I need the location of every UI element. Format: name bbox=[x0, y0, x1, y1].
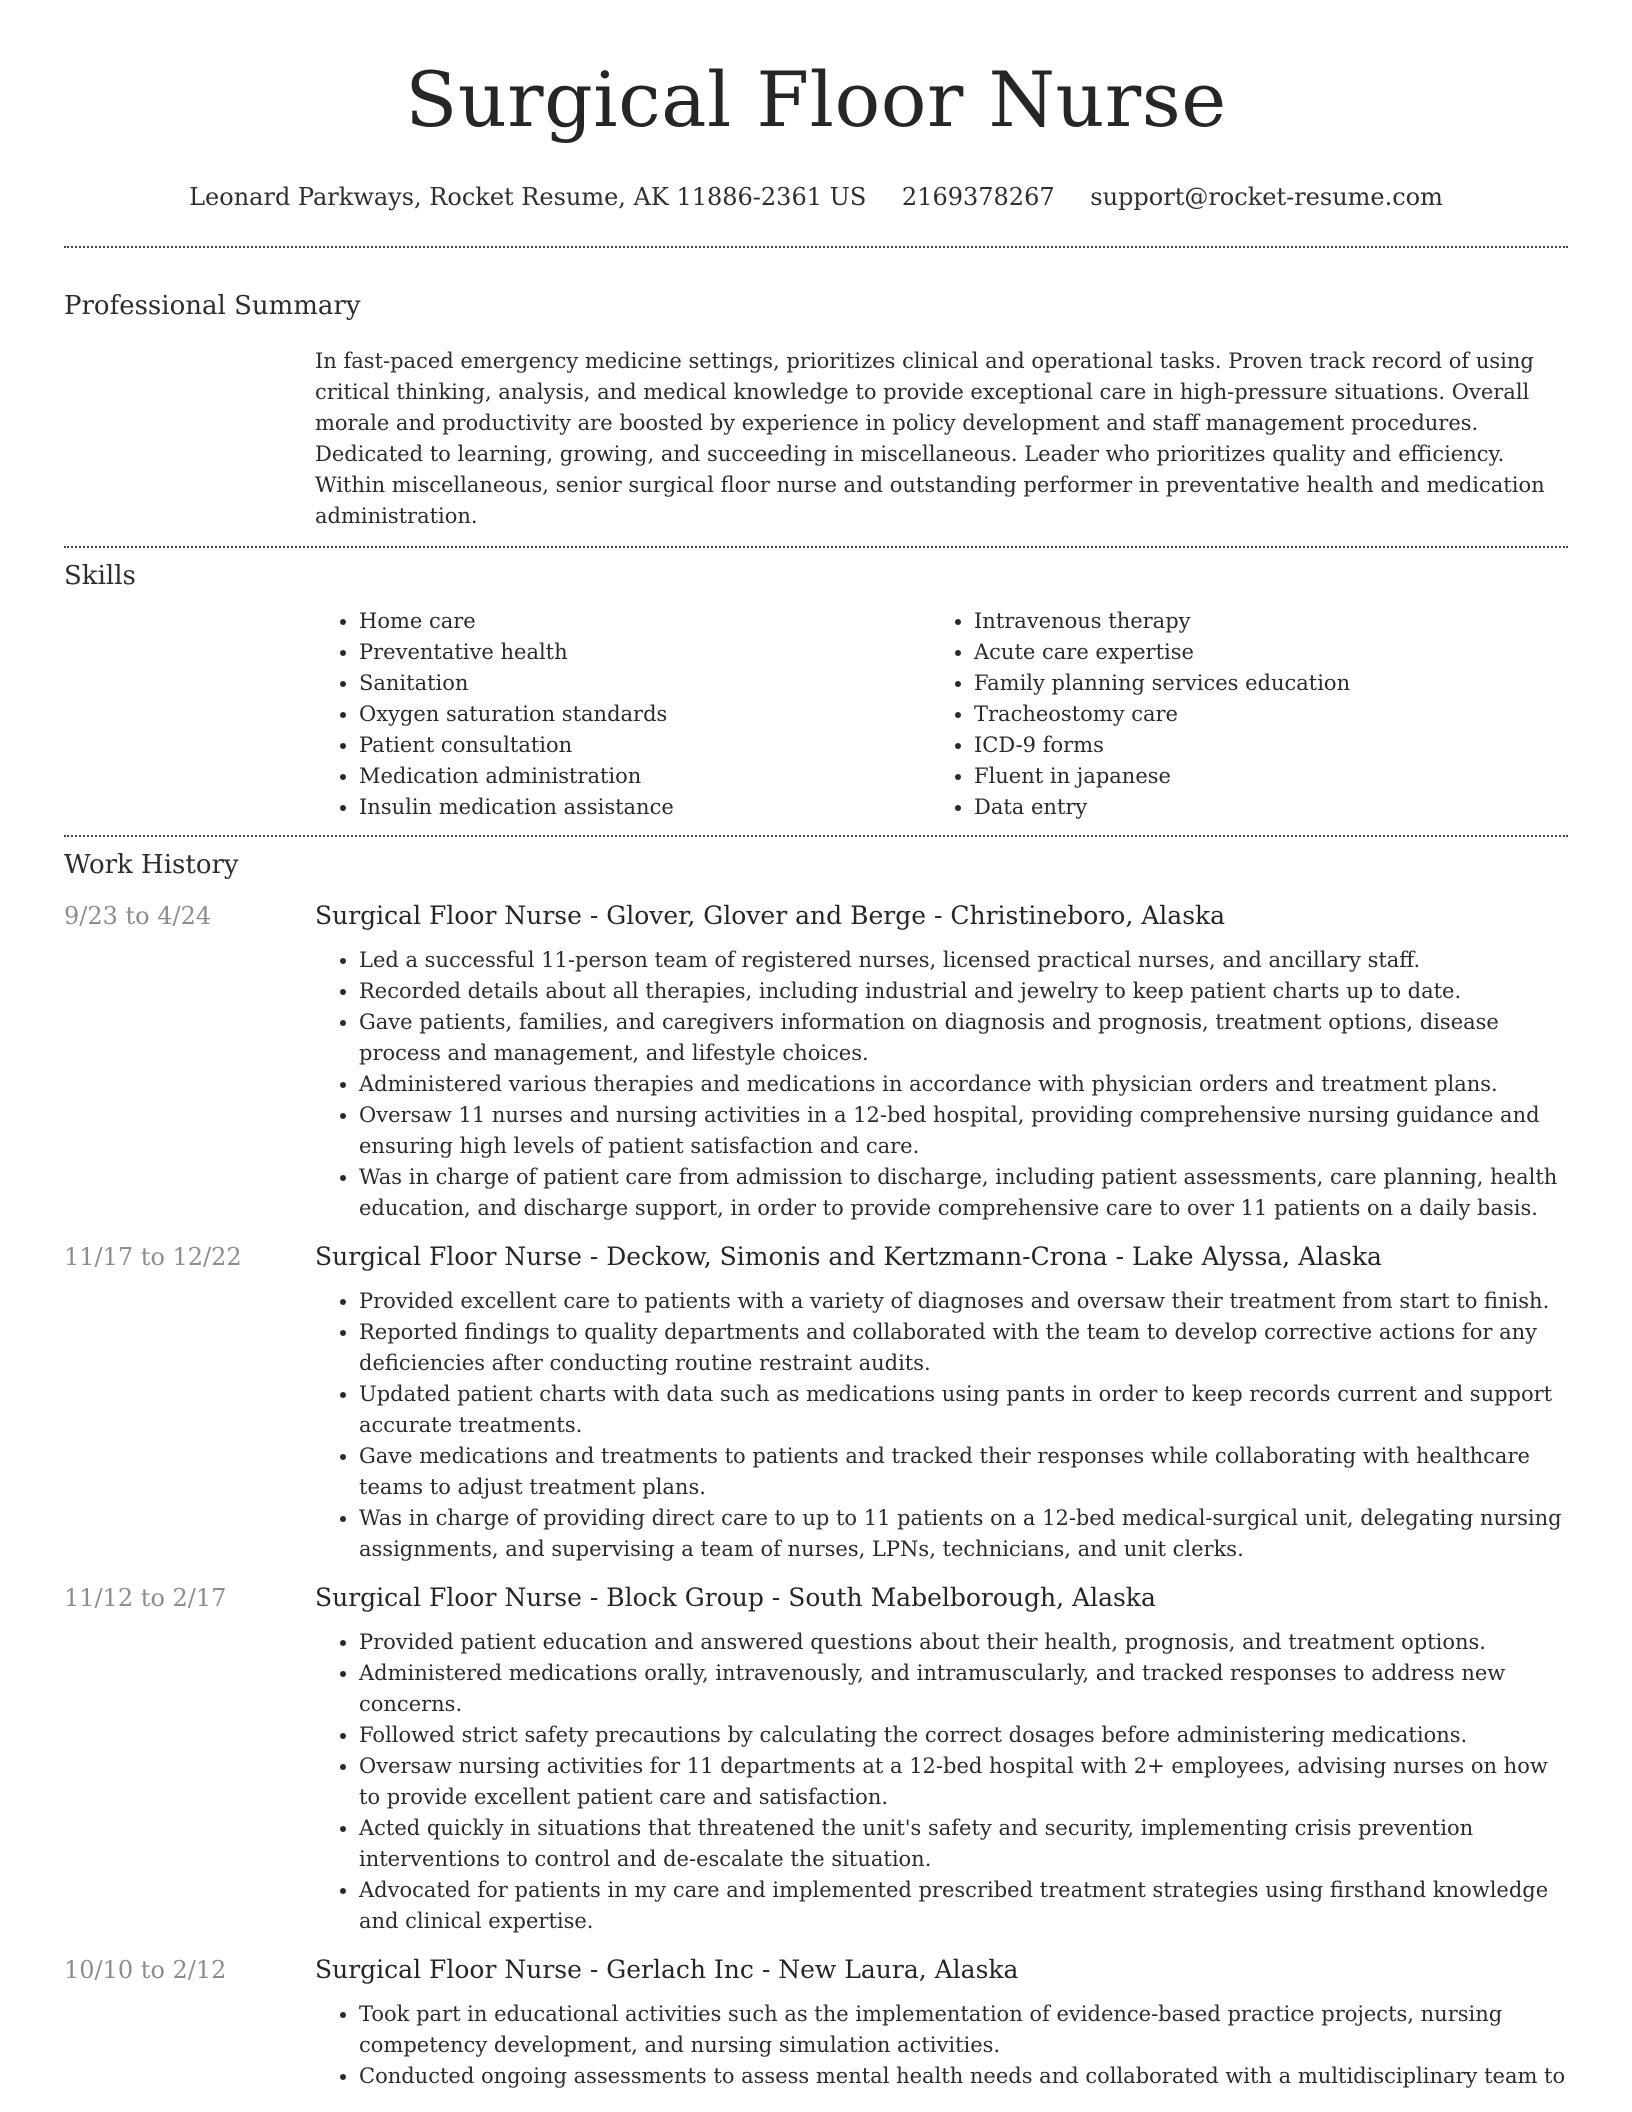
skills-grid bbox=[315, 606, 1568, 835]
job-entry bbox=[64, 1242, 1568, 1565]
job-dates: 11/12 to 2/17 bbox=[64, 1584, 227, 1612]
job-body bbox=[315, 1583, 1568, 1937]
job-dates: 10/10 to 2/12 bbox=[64, 1956, 227, 1984]
job-heading: Surgical Floor Nurse - Deckow, Simonis and Kertzmann-Crona - Lake Alyssa, Alaska bbox=[315, 1242, 1382, 1271]
skill-item: • Insulin medication assistance bbox=[359, 792, 930, 823]
contact-address: Leonard Parkways, Rocket Resume, AK 11886-2361 US bbox=[189, 183, 867, 211]
contact-email: support@rocket-resume.com bbox=[1090, 183, 1443, 211]
job-bullet: • Followed strict safety precautions by calculating the correct dosages before administering medications. bbox=[359, 1720, 1568, 1751]
job-bullet: • Conducted ongoing assessments to assess mental health needs and collaborated with a multidisciplinary team to bbox=[359, 2061, 1568, 2092]
job-bullet: • Administered medications orally, intravenously, and intramuscularly, and tracked responses to address new concerns. bbox=[359, 1658, 1568, 1720]
skills-list-right bbox=[930, 606, 1545, 823]
job-dates: 11/17 to 12/22 bbox=[64, 1243, 242, 1271]
job-entry bbox=[64, 901, 1568, 1224]
skill-item: • Data entry bbox=[974, 792, 1545, 823]
skill-item: • Intravenous therapy bbox=[974, 606, 1545, 637]
summary-divider bbox=[64, 546, 1568, 548]
job-bullet: • Led a successful 11-person team of registered nurses, licensed practical nurses, and ancillary staff. bbox=[359, 945, 1568, 976]
job-dates: 9/23 to 4/24 bbox=[64, 902, 212, 930]
skills-section-title: Skills bbox=[64, 561, 136, 591]
skill-item: • Patient consultation bbox=[359, 730, 930, 761]
skill-item: • Preventative health bbox=[359, 637, 930, 668]
skill-item: • Oxygen saturation standards bbox=[359, 699, 930, 730]
resume-page bbox=[64, 0, 1568, 2092]
summary-section-title: Professional Summary bbox=[64, 291, 361, 321]
skill-item: • Sanitation bbox=[359, 668, 930, 699]
job-bullet: • Took part in educational activities such as the implementation of evidence-based practice projects, nursing competency development, and nursing simulation activities. bbox=[359, 1999, 1568, 2061]
work-history-list bbox=[64, 901, 1568, 2092]
job-bullet: • Updated patient charts with data such as medications using pants in order to keep records current and support accurate treatments. bbox=[359, 1379, 1568, 1441]
contact-line bbox=[64, 182, 1568, 212]
job-body bbox=[315, 1955, 1568, 2092]
resume-title: Surgical Floor Nurse bbox=[405, 55, 1227, 144]
skill-item: • Home care bbox=[359, 606, 930, 637]
contact-phone: 2169378267 bbox=[901, 183, 1055, 211]
job-body bbox=[315, 1242, 1568, 1565]
job-bullet: • Provided excellent care to patients with a variety of diagnoses and oversaw their treatment from start to finish. bbox=[359, 1286, 1568, 1317]
job-bullet: • Oversaw nursing activities for 11 departments at a 12-bed hospital with 2+ employees, advising nurses on how to provide excellent patient care and satisfaction. bbox=[359, 1751, 1568, 1813]
job-entry bbox=[64, 1955, 1568, 2092]
skill-item: • Tracheostomy care bbox=[974, 699, 1545, 730]
skill-item: • Acute care expertise bbox=[974, 637, 1545, 668]
job-bullet: • Acted quickly in situations that threatened the unit's safety and security, implementing crisis prevention interventions to control and de-escalate the situation. bbox=[359, 1813, 1568, 1875]
job-bullet: • Recorded details about all therapies, including industrial and jewelry to keep patient charts up to date. bbox=[359, 976, 1568, 1007]
job-bullet: • Reported findings to quality departments and collaborated with the team to develop corrective actions for any deficiencies after conducting routine restraint audits. bbox=[359, 1317, 1568, 1379]
job-bullet: • Provided patient education and answered questions about their health, prognosis, and treatment options. bbox=[359, 1627, 1568, 1658]
skills-list-left bbox=[315, 606, 930, 823]
job-bullet: • Gave patients, families, and caregivers information on diagnosis and prognosis, treatment options, disease process and management, and lifestyle choices. bbox=[359, 1007, 1568, 1069]
skill-item: • Medication administration bbox=[359, 761, 930, 792]
skill-item: • ICD-9 forms bbox=[974, 730, 1545, 761]
job-bullet: • Gave medications and treatments to patients and tracked their responses while collaborating with healthcare teams to adjust treatment plans. bbox=[359, 1441, 1568, 1503]
skills-divider bbox=[64, 835, 1568, 837]
header-divider bbox=[64, 246, 1568, 248]
job-heading: Surgical Floor Nurse - Glover, Glover and Berge - Christineboro, Alaska bbox=[315, 901, 1226, 930]
job-entry bbox=[64, 1583, 1568, 1937]
job-body bbox=[315, 901, 1568, 1224]
skill-item: • Fluent in japanese bbox=[974, 761, 1545, 792]
job-bullet: • Was in charge of providing direct care to up to 11 patients on a 12-bed medical-surgical unit, delegating nursing assignments, and supervising a team of nurses, LPNs, technicians, and unit clerks. bbox=[359, 1503, 1568, 1565]
job-bullets bbox=[315, 945, 1568, 1224]
job-bullets bbox=[315, 1286, 1568, 1565]
job-bullet: • Was in charge of patient care from admission to discharge, including patient assessments, care planning, health education, and discharge support, in order to provide comprehensive care to over 11 patients on a daily basis. bbox=[359, 1162, 1568, 1224]
job-bullets bbox=[315, 1627, 1568, 1937]
job-heading: Surgical Floor Nurse - Gerlach Inc - New Laura, Alaska bbox=[315, 1955, 1019, 1984]
summary-text: In fast-paced emergency medicine settings, prioritizes clinical and operational tasks. Proven track record of using critical thinking, analysis, and medical knowledge to provide exceptional care in high-pressure situations. Overall morale and productivity are boosted by experience in policy development and staff management procedures. Dedicated to learning, growing, and succeeding in miscellaneous. Leader who prioritizes quality and efficiency. Within miscellaneous, senior surgical floor nurse and outstanding performer in preventative health and medication administration. bbox=[315, 349, 1545, 528]
job-bullet: • Advocated for patients in my care and implemented prescribed treatment strategies using firsthand knowledge and clinical expertise. bbox=[359, 1875, 1568, 1937]
job-heading: Surgical Floor Nurse - Block Group - South Mabelborough, Alaska bbox=[315, 1583, 1156, 1612]
job-bullets bbox=[315, 1999, 1568, 2092]
job-bullet: • Administered various therapies and medications in accordance with physician orders and treatment plans. bbox=[359, 1069, 1568, 1100]
skill-item: • Family planning services education bbox=[974, 668, 1545, 699]
work-section-title: Work History bbox=[64, 850, 239, 880]
job-bullet: • Oversaw 11 nurses and nursing activities in a 12-bed hospital, providing comprehensive nursing guidance and ensuring high levels of patient satisfaction and care. bbox=[359, 1100, 1568, 1162]
